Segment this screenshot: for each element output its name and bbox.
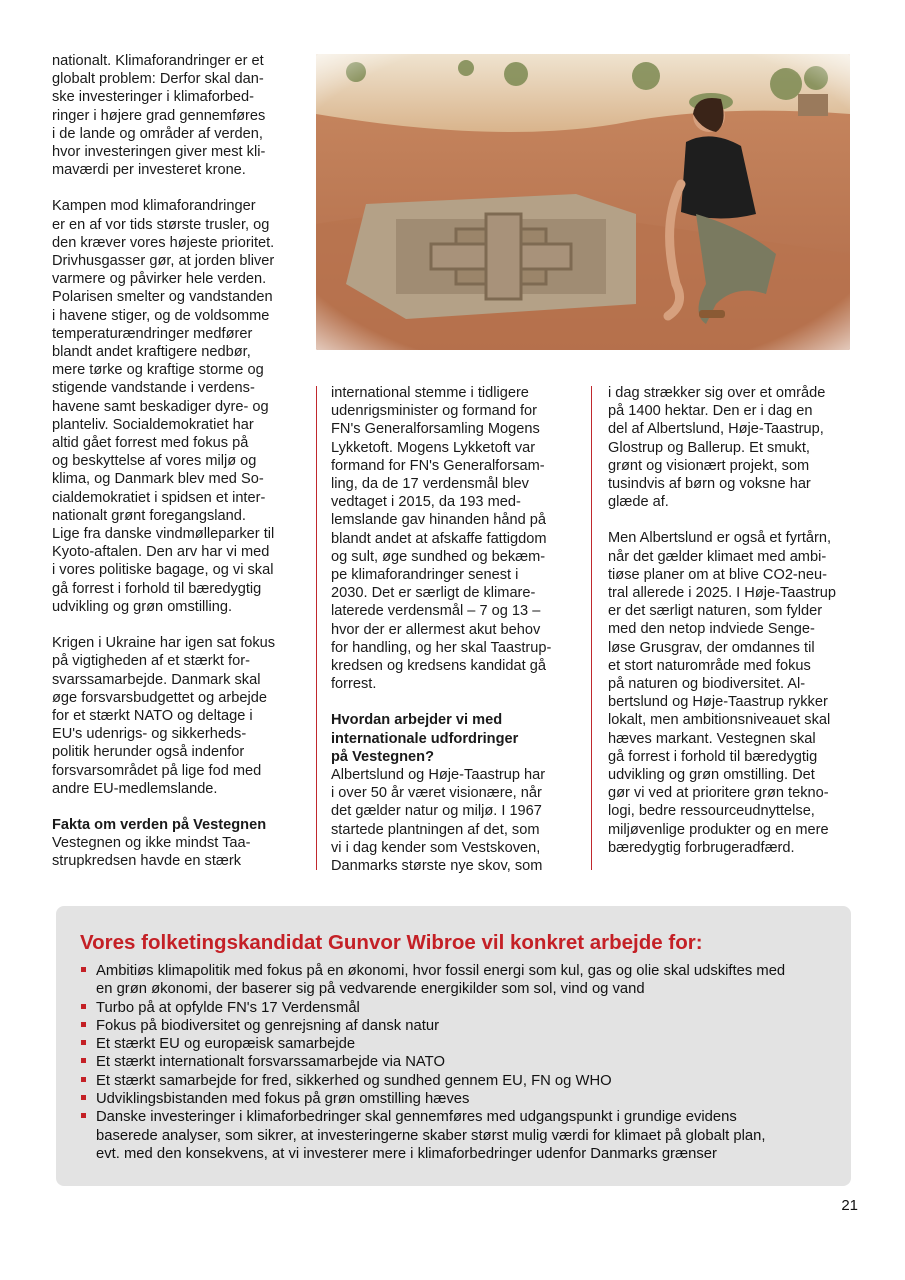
box-title: Vores folketingskandidat Gunvor Wibroe vil konkret arbejde for: [80,931,703,954]
goal-item-text: Et stærkt samarbejde for fred, sikkerhed og sundhed gennem EU, FN og WHO [96,1072,612,1089]
paragraph: Vestegnen og ikke mindst Taa- strupkredsen havde en stærk [52,835,251,870]
goal-item [80,1090,840,1108]
paragraph: i dag strækker sig over et område på 1400 hektar. Den er i dag en del af Albertslund, Høje-Taastrup, Glostrup og Ballerup. Et smukt, grønt og visionært projekt, som tusindvis af børn og voksne har glæde af. [608,385,826,511]
paragraph: Albertslund og Høje-Taastrup har i over 50 år været visionære, når det gælder natur og miljø. I 1967 startede plantningen af det, som vi i dag kender som Vestskoven, Danmarks største nye skov, som [331,767,546,875]
section-heading: Fakta om verden på Vestegnen [52,816,267,833]
paragraph: Krigen i Ukraine har igen sat fokus på vigtigheden af et stærkt for- svarssamarbejde. Danmark skal øge forsvarsbudgettet og arbejde for et stærkt NATO og deltage i EU's udenrigs- og sikkerheds- politik herunder også indenfor forsvarsområdet på lige fod med andre EU-medlemslande. [52,635,276,797]
text-column-1 [52,52,302,871]
paragraph: international stemme i tidligere udenrigsminister og formand for FN's Generalforsamling Mogens Lykketoft. Mogens Lykketoft var formand for FN's Generalforsam- ling, da de 17 verdensmål blev vedtaget i 2015, da 193 med- lemslande gav hinanden hånd på blandt andet at afskaffe fattigdom og sult, øge sundhed og bekæm- pe klimaforandringer senest i 2030. Det er særligt de klimare- laterede verdensmål – 7 og 13 – hvor der er allermest akut behov for handling, og her skal Taastrup- kredsen og kredsens kandidat gå forrest. [331,385,552,693]
goal-item-text: Et stærkt EU og europæisk samarbejde [96,1036,356,1053]
section-heading: Hvordan arbejder vi med internationale udfordringer på Vestegnen? [331,712,519,765]
goal-item-text: Et stærkt internationalt forsvarssamarbejde via NATO [96,1054,445,1071]
paragraph: Kampen mod klimaforandringer er en af vor tids største trusler, og den kræver vores højeste prioritet. Drivhusgasser gør, at jorden bliver varmere og påvirker hele verden. Polarisen smelter og vandstanden i havene stiger, og de voldsomme temperaturændringer medfører blandt andet kraftigere nedbør, mere tørke og kraftige storme og stigende vandstande i verdens- havene samt beskadiger dyre- og planteliv. Socialdemokratiet har altid gået forrest med fokus på og beskyttelse af vores miljø og klima, og Danmark blev med So- cialdemokratiet i spidsen et inter- nationalt grønt foregangsland. Lige fra danske vindmølleparker til Kyoto-aftalen. Den arv har vi med i vores politiske bagage, og vi skal gå forrest i forhold til bæredygtig udvikling og grøn omstilling. [52,198,275,615]
goals-list [80,962,840,1163]
paragraph-gap [52,179,302,197]
text-column-2 [331,384,571,875]
page-number: 21 [841,1197,858,1214]
goal-item [80,999,840,1017]
goal-item-text: Ambitiøs klimapolitik med fokus på en økonomi, hvor fossil energi som kul, gas og olie skal udskiftes med en grøn økonomi, der baserer sig på vedvarende energikilder som sol, vind og vand [96,963,786,998]
paragraph-gap [52,616,302,634]
photo-woman-at-rock-church [316,54,850,350]
bullet-square-icon [81,1022,86,1027]
column-divider-1 [316,386,317,870]
paragraph-gap [52,798,302,816]
bullet-square-icon [81,1113,86,1118]
text-column-3 [608,384,858,857]
paragraph: nationalt. Klimaforandringer er et globalt problem: Derfor skal dan- ske investeringer i klimaforbed- ringer i højere grad gennemføres i de lande og områder af verden, hvor investeringen giver mest kli- maværdi per investeret krone. [52,53,266,179]
bullet-square-icon [81,1095,86,1100]
column-divider-2 [591,386,592,870]
bullet-square-icon [81,1058,86,1063]
goal-item [80,962,840,999]
bullet-square-icon [81,1077,86,1082]
bullet-square-icon [81,1004,86,1009]
bullet-square-icon [81,967,86,972]
goal-item-text: Danske investeringer i klimaforbedringer skal gennemføres med udgangspunkt i grundige evidens baserede analyser, som sikrer, at investeringerne skaber størst mulig værdi for klimaet på globalt plan, evt. med den konsekvens, at vi investerer mere i klimaforbedringer udenfor Danmarks grænser [96,1109,766,1162]
goal-item-text: Turbo på at opfylde FN's 17 Verdensmål [96,999,360,1016]
goal-item [80,1072,840,1090]
goal-item [80,1017,840,1035]
paragraph-gap [608,511,858,529]
photo-illustration [316,54,850,350]
paragraph-gap [331,693,571,711]
goal-item [80,1035,840,1053]
goal-item [80,1053,840,1071]
goal-item [80,1108,840,1163]
goal-item-text: Udviklingsbistanden med fokus på grøn omstilling hæves [96,1091,470,1108]
goal-item-text: Fokus på biodiversitet og genrejsning af dansk natur [96,1017,440,1034]
bullet-square-icon [81,1040,86,1045]
paragraph: Men Albertslund er også et fyrtårn, når det gælder klimaet med ambi- tiøse planer om at blive CO2-neu- tral allerede i 2025. I Høje-Taastrup er det særligt naturen, som fylder med den netop indviede Senge- løse Grusgrav, der omdannes til et stort naturområde med fokus på naturen og biodiversitet. Al- bertslund og Høje-Taastrup rykker lokalt, men ambitionsniveauet skal hæves markant. Vestegnen skal gå forrest i forhold til bæredygtig udvikling og grøn omstilling. Det gør vi ved at prioritere grøn tekno- logi, bedre ressourceudnyttelse, miljøvenlige produkter og en mere bæredygtig forbrugeradfærd. [608,530,836,856]
